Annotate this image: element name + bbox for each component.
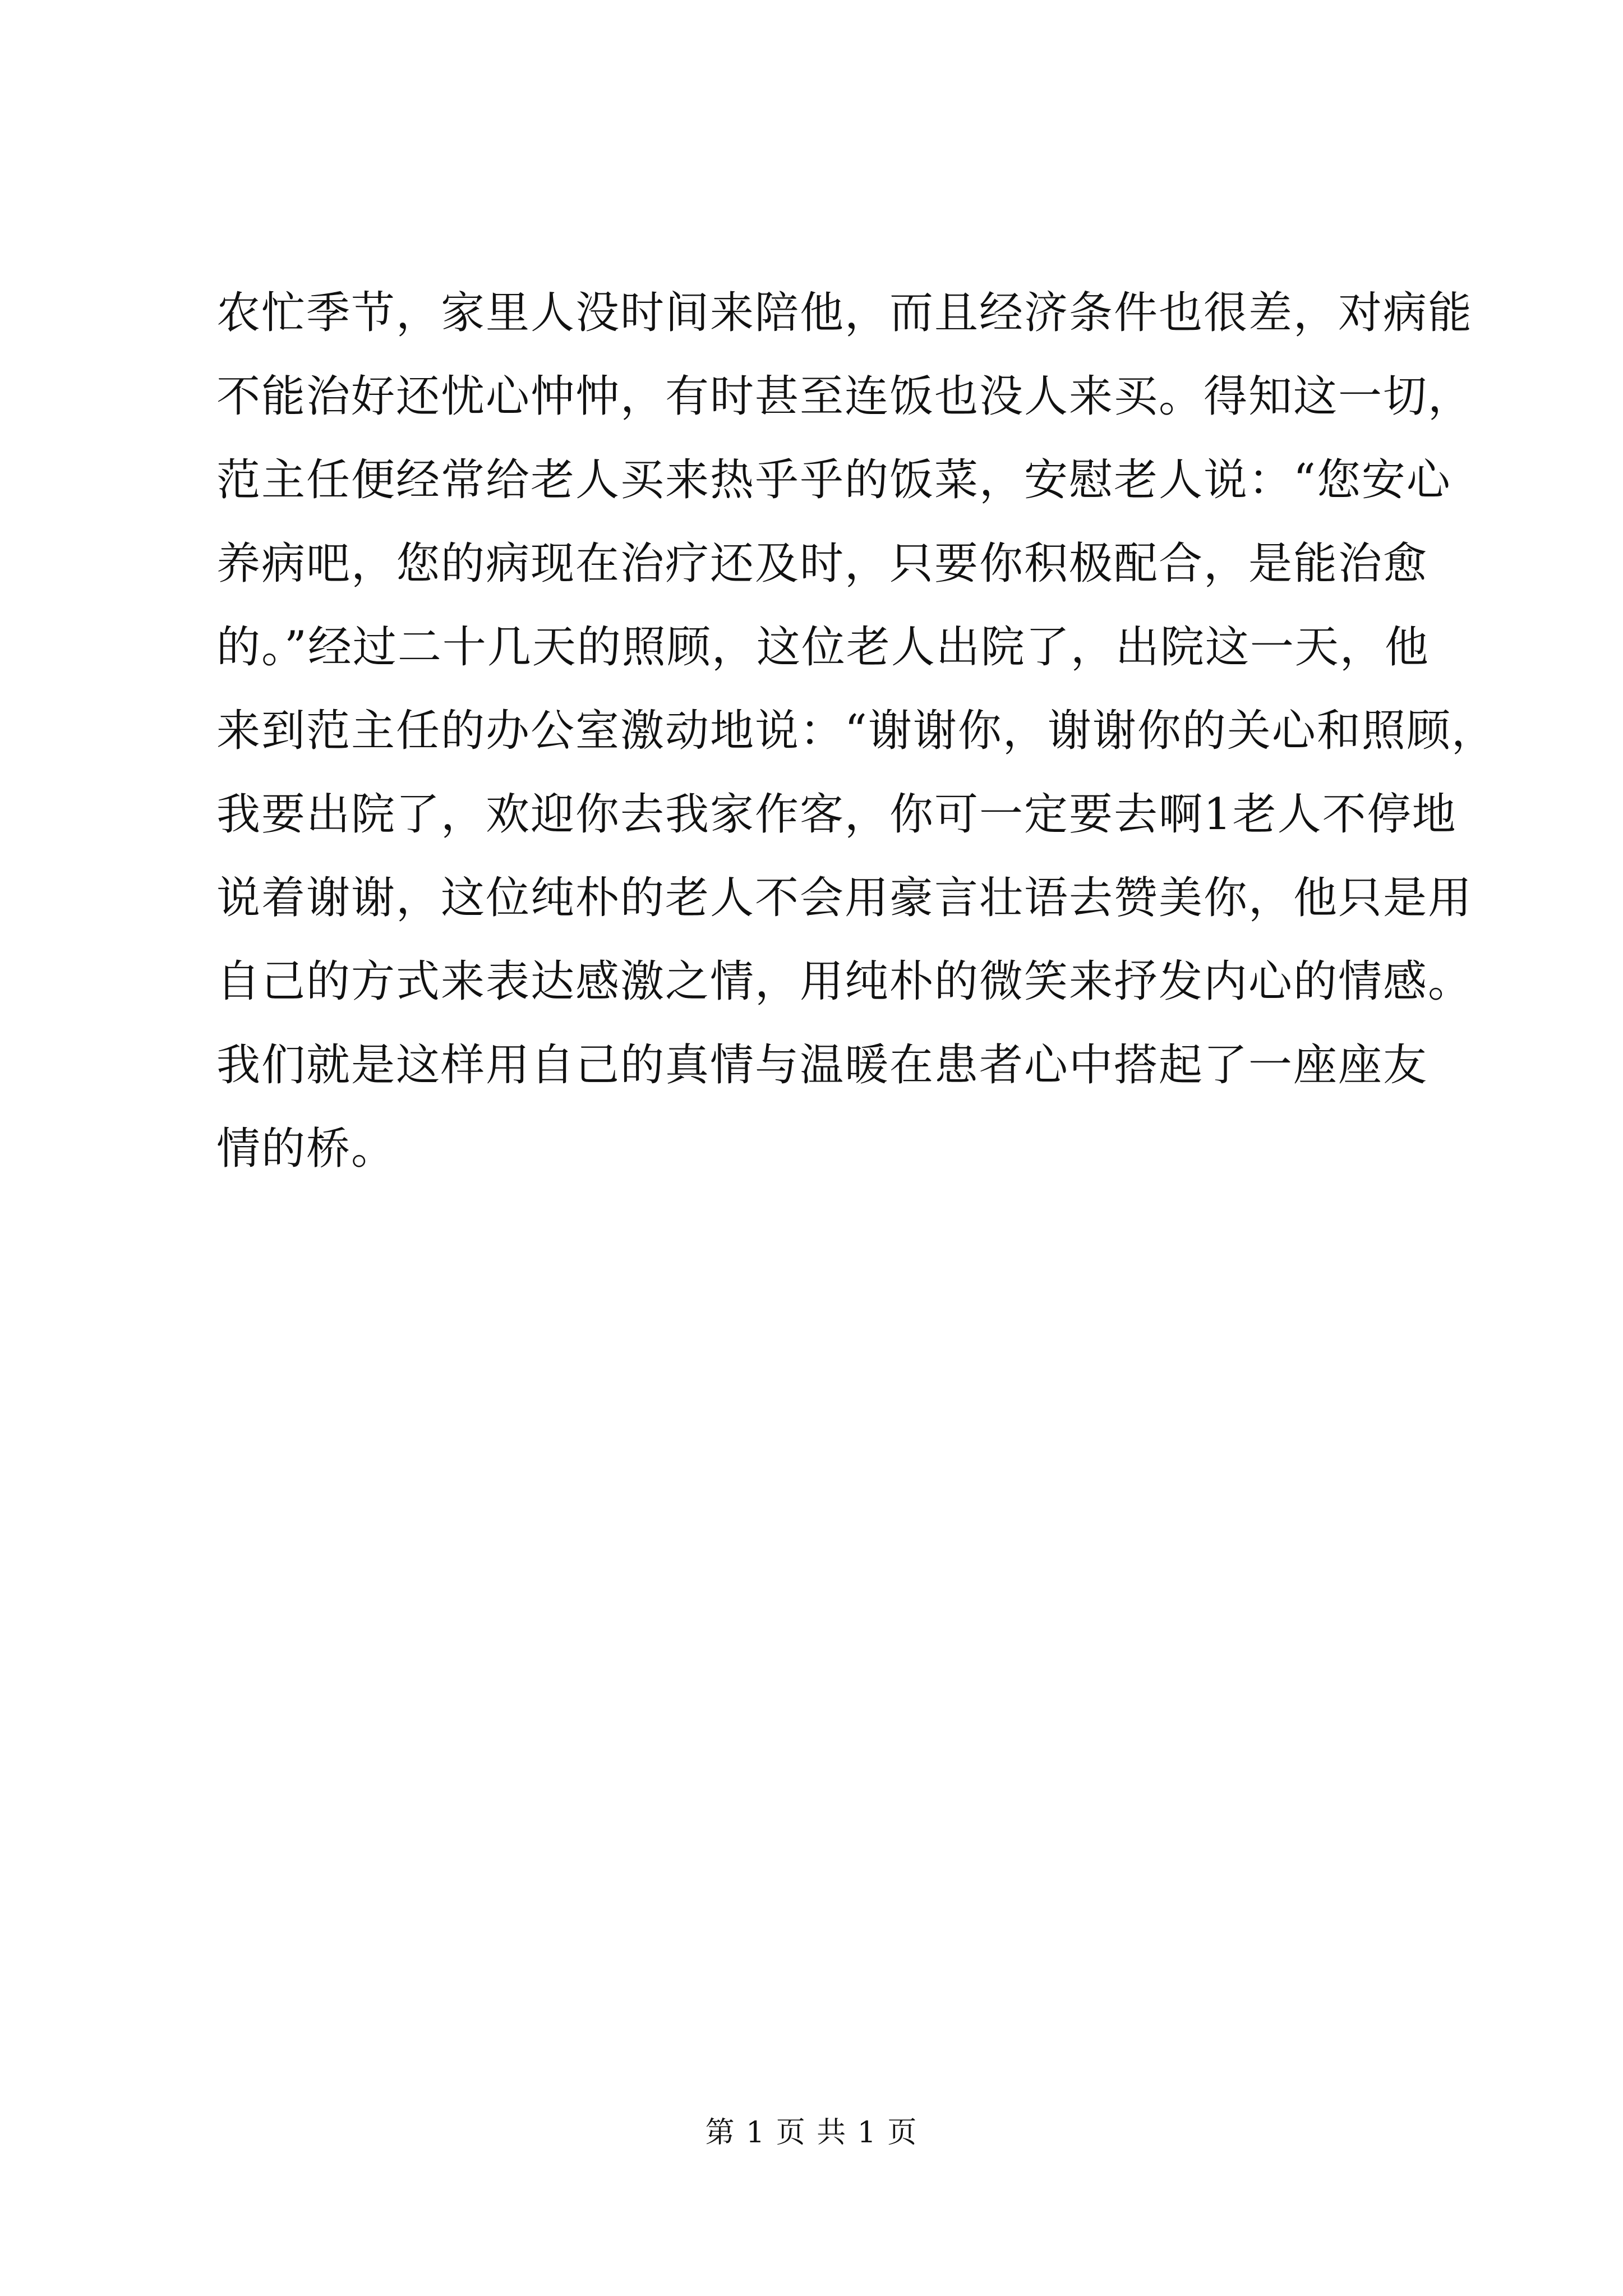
text-line: 我要出院了，欢迎你去我家作客，你可一定要去啊1老人不停地 [216,789,1457,840]
text-line: 的。”经过二十几天的照顾，这位老人出院了，出院这一天，他 [216,622,1430,673]
text-line: 情的桥。 [216,1124,396,1174]
text-line: 来到范主任的办公室激动地说：“谢谢你，谢谢你的关心和照顾， [216,706,1496,756]
text-line: 养病吧，您的病现在治疗还及时，只要你积极配合，是能治愈 [216,539,1428,589]
page-footer: 第 1 页 共 1 页 [705,2116,918,2150]
body-paragraph [216,272,1496,1191]
text-line: 自己的方式来表达感激之情，用纯朴的微笑来抒发内心的情感。 [216,956,1473,1007]
text-line: 农忙季节，家里人没时间来陪他，而且经济条件也很差，对病能 [216,288,1473,338]
text-line: 说着谢谢，这位纯朴的老人不会用豪言壮语去赞美你，他只是用 [216,873,1473,923]
text-line: 我们就是这样用自己的真情与温暖在患者心中搭起了一座座友 [216,1040,1428,1091]
text-line: 范主任便经常给老人买来热乎乎的饭菜，安慰老人说：“您安心 [216,455,1451,505]
text-line: 不能治好还忧心忡忡，有时甚至连饭也没人来买。得知这一切， [216,371,1473,422]
